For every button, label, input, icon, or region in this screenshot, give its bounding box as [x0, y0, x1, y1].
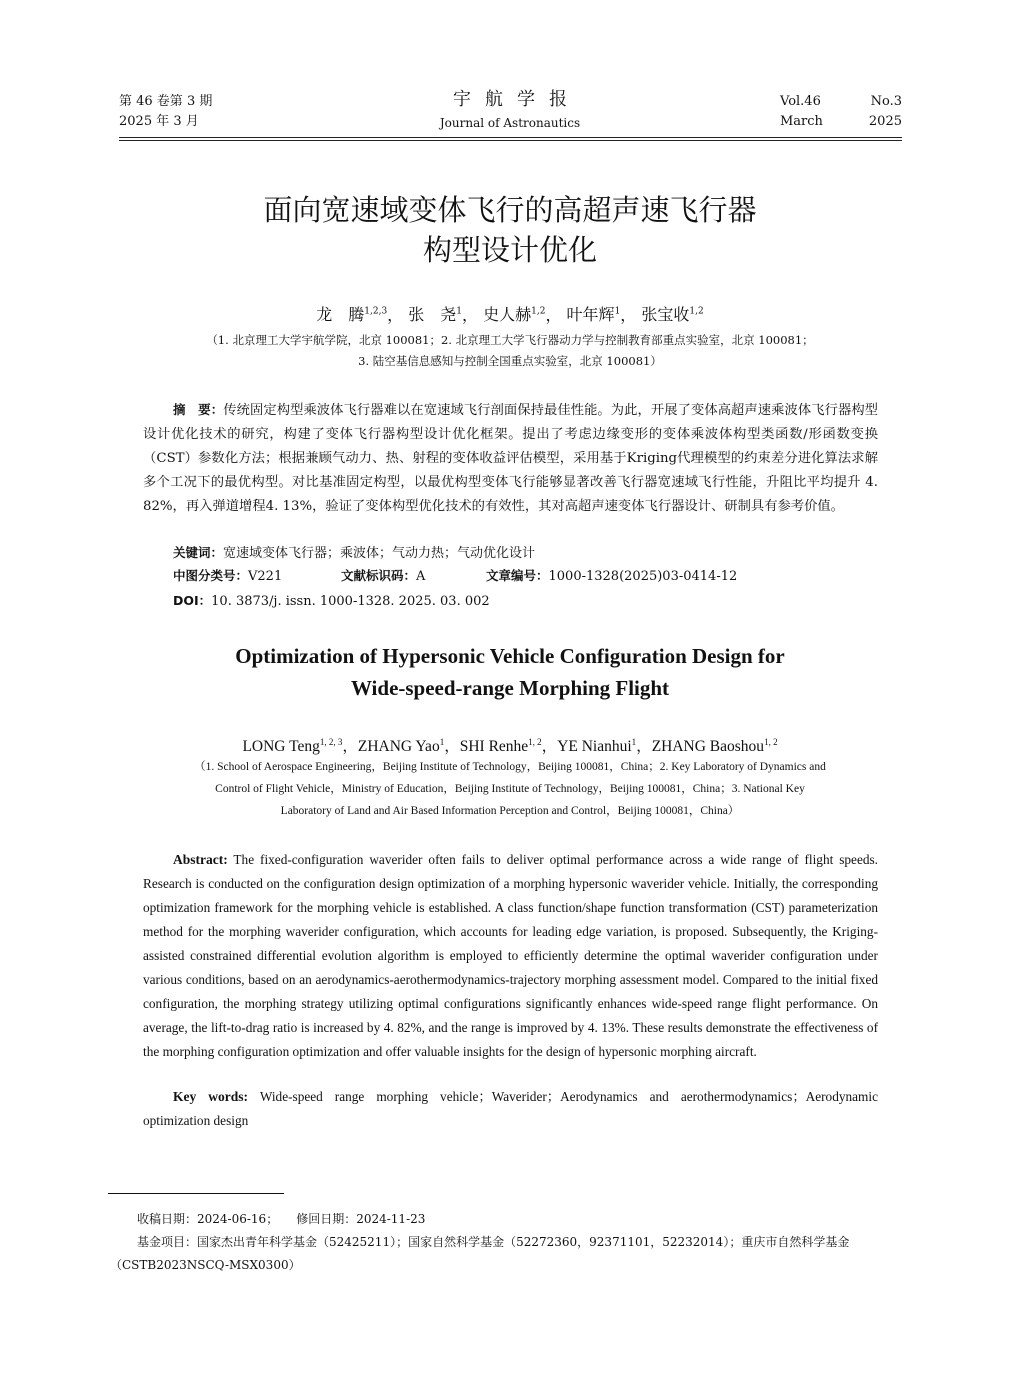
header-issue-info — [780, 92, 902, 132]
footnote-rule — [108, 1193, 284, 1194]
header-vol-en: Vol.46 — [780, 94, 821, 109]
affiliation-en-line: Control of Flight Vehicle，Ministry of Education，Beijing Institute of Technology，Beijing 100081，China；3. National Key — [215, 783, 805, 795]
abstract-cn-label: 摘 要： — [173, 402, 224, 417]
header-rule-top — [119, 137, 902, 138]
abstract-cn — [143, 398, 878, 519]
doi — [173, 590, 490, 613]
doi-label: DOI： — [173, 593, 212, 608]
journal-name-en: Journal of Astronautics — [439, 116, 581, 130]
classification-cn — [173, 565, 893, 588]
author-en: ZHANG Yao$^1$ — [357, 737, 445, 756]
author-en: YE Nianhui$^1$ — [557, 737, 637, 756]
keywords-en-label: Key words: — [173, 1089, 249, 1104]
keywords-cn-text: 宽速域变体飞行器；乘波体；气动力热；气动优化设计 — [223, 546, 536, 561]
affiliations-en — [150, 756, 870, 822]
paper-title-cn-line1: 面向宽速域变体飞行的高超声速飞行器 — [263, 193, 757, 227]
article-no-label: 文章编号： — [486, 568, 549, 583]
paper-title-cn-line2: 构型设计优化 — [422, 233, 597, 267]
affiliation-en-line: （1. School of Aerospace Engineering，Beijing Institute of Technology，Beijing 100081，China；2. Key Laboratory of Dynamics and — [194, 761, 826, 773]
doi-value: 10. 3873/j. issn. 1000-1328. 2025. 03. 002 — [211, 594, 490, 609]
author-cn: 张宝收$^{1,2}$ — [641, 305, 704, 325]
author-cn: 叶年辉$^1$ — [566, 305, 621, 325]
journal-name-cn: 宇航学报 — [453, 89, 581, 110]
abstract-en — [143, 848, 878, 1064]
doc-code-label: 文献标识码： — [341, 568, 417, 583]
keywords-cn — [173, 542, 535, 565]
paper-title-en-line2: Wide-speed-range Morphing Flight — [350, 676, 670, 700]
abstract-en-text: The fixed-configuration waverider often fails to deliver optimal performance across a wide range of flight speeds. Research is conducted on the configuration design optimization of a morphing hypersonic waverider vehicle. Initially, the corresponding optimization framework for the morphing vehicle is established. A class function/shape function transformation (CST) parameterization method for the morphing waverider configuration, which accounts for leading edge variation, is proposed. Subsequently, the Kriging-assisted constrained differential evolution algorithm is employed to efficiently determine the optimal waverider configuration under various conditions, based on an aerodynamics-aerothermodynamics-trajectory morphing assessment model. Compared to the initial fixed configuration, the morphing strategy utilizing optimal configurations significantly enhances wide-speed range flight performance. On average, the lift-to-drag ratio is increased by 4. 82%, and the range is improved by 4. 13%. These results demonstrate the effectiveness of the morphing configuration optimization and offer valuable insights for the design of hypersonic morphing aircraft. — [143, 852, 878, 1059]
affiliation-cn-line: （1. 北京理工大学宇航学院，北京 100081；2. 北京理工大学飞行器动力学与控制教育部重点实验室，北京 100081； — [206, 333, 814, 347]
keywords-en — [143, 1085, 878, 1133]
author-list-en: LONG Teng$^{1, 2, 3}$，ZHANG Yao$^1$，SHI Renhe$^{1, 2}$，YE Nianhui$^1$，ZHANG Baoshou$^{1, 2}$ — [242, 737, 778, 756]
author-list-cn: 龙 腾$^{1,2,3}$， 张 尧$^1$， 史人赫$^{1,2}$， 叶年辉$^1$， 张宝收$^{1,2}$ — [316, 305, 704, 325]
abstract-en-label: Abstract: — [173, 852, 228, 867]
clc-value: V221 — [248, 569, 283, 584]
clc-label: 中图分类号： — [173, 568, 249, 583]
author-cn: 史人赫$^{1,2}$ — [483, 305, 546, 325]
author-en: LONG Teng$^{1, 2, 3}$ — [242, 737, 343, 756]
author-en: SHI Renhe$^{1, 2}$ — [459, 737, 542, 756]
affiliation-cn-line: 3. 陆空基信息感知与控制全国重点实验室，北京 100081） — [358, 354, 662, 368]
author-cn: 龙 腾$^{1,2,3}$ — [316, 305, 388, 325]
paper-title-cn — [0, 190, 1020, 270]
revised-date: 修回日期：2024-11-23 — [296, 1212, 426, 1226]
article-no-value: 1000-1328(2025)03-0414-12 — [548, 569, 738, 584]
header-rule-bottom — [119, 140, 902, 141]
author-en: ZHANG Baoshou$^{1, 2}$ — [651, 737, 778, 756]
paper-title-en-line1: Optimization of Hypersonic Vehicle Configuration Design for — [235, 644, 785, 668]
abstract-cn-text: 传统固定构型乘波体飞行器难以在宽速域飞行剖面保持最佳性能。为此，开展了变体高超声速乘波体飞行器构型设计优化技术的研究，构建了变体飞行器构型设计优化框架。提出了考虑边缘变形的变体乘波体构型类函数/形函数变换（CST）参数化方法；根据兼顾气动力、热、射程的变体收益评估模型，采用基于Kriging代理模型的约束差分进化算法求解多个工况下的最优构型。对比基准固定构型，以最优构型变体飞行能够显著改善飞行器宽速域飞行性能，升阻比平均提升 4. 82%，再入弹道增程4. 13%，验证了变体构型优化技术的有效性，其对高超声速变体飞行器设计、研制具有参考价值。 — [143, 403, 878, 514]
keywords-cn-label: 关键词： — [173, 545, 224, 560]
doc-code-value: A — [416, 569, 426, 584]
received-date: 收稿日期：2024-06-16； — [137, 1212, 279, 1226]
footnote-dates — [110, 1208, 870, 1230]
footnote-fund: 基金项目：国家杰出青年科学基金（52425211）；国家自然科学基金（52272360，92371101，52232014）；重庆市自然科学基金 — [137, 1235, 850, 1249]
header-year-en: 2025 — [868, 114, 902, 129]
author-cn: 张 尧$^1$ — [408, 305, 463, 325]
affiliation-en-line: Laboratory of Land and Air Based Information Perception and Control，Beijing 100081，China） — [280, 805, 740, 817]
header-month-en: March — [780, 114, 823, 129]
header-date-cn: 2025 年 3 月 — [119, 114, 199, 129]
affiliations-cn — [150, 330, 870, 372]
keywords-en-text: Wide-speed range morphing vehicle；Waverider；Aerodynamics and aerothermodynamics；Aerodynamic optimization design — [143, 1089, 878, 1128]
header-no-en: No.3 — [870, 94, 902, 109]
footnote-fund-cont: （CSTB2023NSCQ-MSX0300） — [110, 1258, 301, 1272]
paper-title-en — [0, 640, 1020, 704]
header-volume-cn: 第 46 卷第 3 期 — [119, 94, 213, 109]
